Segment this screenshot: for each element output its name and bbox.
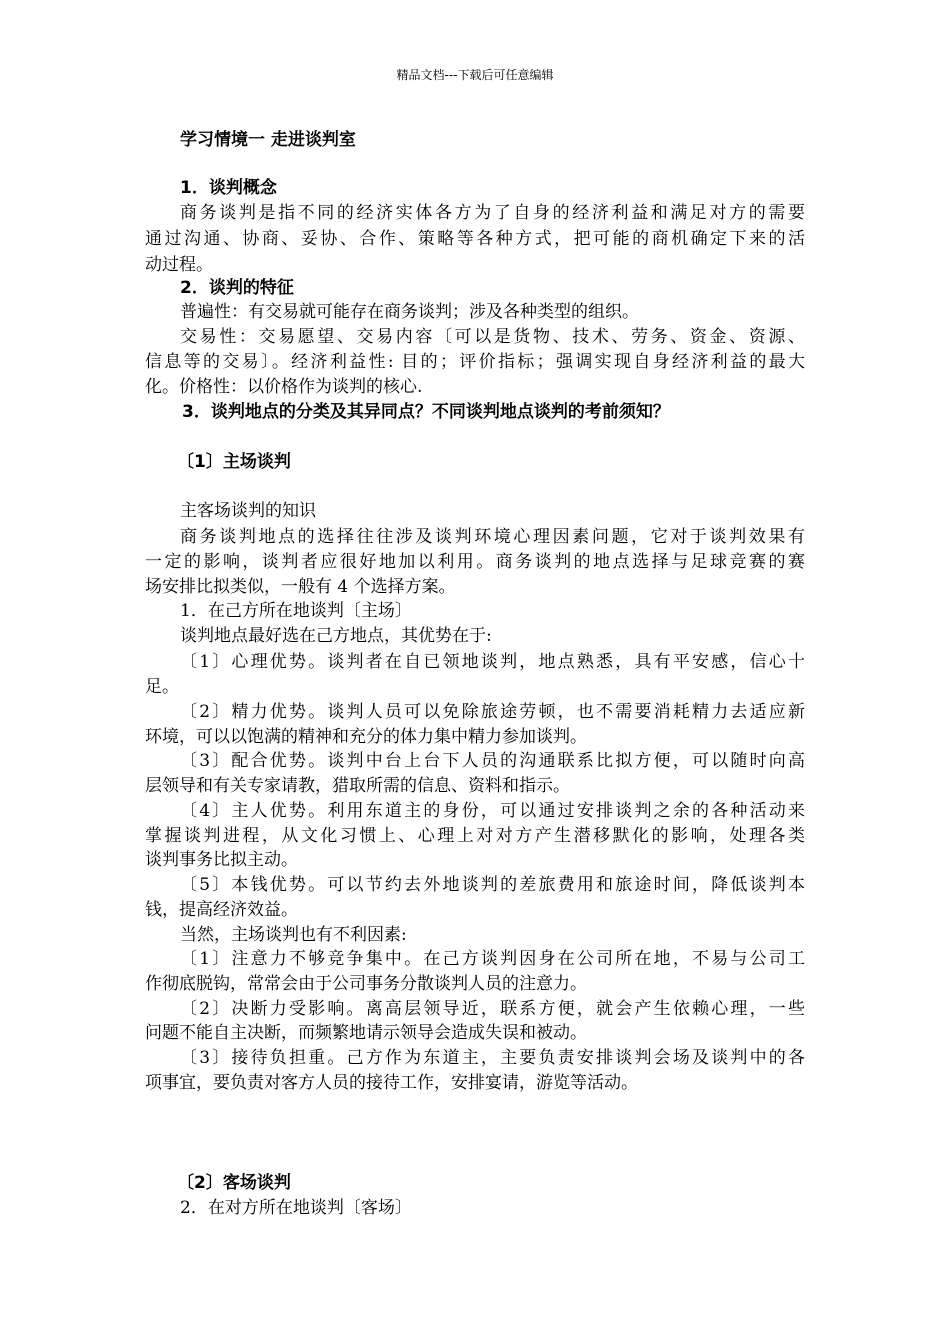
- paragraph-line: 当然，主场谈判也有不利因素:: [180, 925, 407, 945]
- paragraph-line: 谈判事务比拟主动。: [145, 850, 298, 870]
- section-2-heading: 2．谈判的特征: [180, 278, 294, 298]
- paragraph-line: 信息等的交易〕。经济利益性: 目的；评价指标；强调实现自身经济利益的最大: [145, 352, 805, 372]
- paragraph-line: 环境，可以以饱满的精神和充分的体力集中精力参加谈判。: [145, 727, 587, 747]
- list-item-heading: 2．在对方所在地谈判〔客场〕: [180, 1198, 412, 1218]
- paragraph-line: 层领导和有关专家请教，猎取所需的信息、资料和指示。: [145, 776, 570, 796]
- paragraph-line: 〔1〕注意力不够竞争集中。在己方谈判因身在公司所在地，不易与公司工: [180, 949, 805, 969]
- paragraph-line: 〔5〕本钱优势。可以节约去外地谈判的差旅费用和旅途时间，降低谈判本: [180, 875, 805, 895]
- section-1-heading: 1．谈判概念: [180, 178, 277, 198]
- paragraph-line: 钱，提高经济效益。: [145, 900, 298, 920]
- paragraph-line: 项事宜，要负责对客方人员的接待工作，安排宴请，游览等活动。: [145, 1073, 638, 1093]
- home-negotiation-heading: 〔1〕主场谈判: [177, 452, 291, 472]
- paragraph-line: 谈判地点最好选在己方地点，其优势在于:: [180, 626, 492, 646]
- away-negotiation-heading: 〔2〕客场谈判: [177, 1173, 291, 1193]
- paragraph-line: 足。: [145, 677, 179, 697]
- paragraph-line: 〔3〕接待负担重。己方作为东道主，主要负责安排谈判会场及谈判中的各: [180, 1048, 805, 1068]
- section-3-heading: 3．谈判地点的分类及其异同点？不同谈判地点谈判的考前须知？: [182, 402, 670, 422]
- paragraph-line: 普遍性：有交易就可能存在商务谈判；涉及各种类型的组织。: [180, 302, 639, 322]
- paragraph-line: 通过沟通、协商、妥协、合作、策略等各种方式，把可能的商机确定下来的活: [145, 229, 805, 249]
- paragraph-line: 商务谈判地点的选择往往涉及谈判环境心理因素问题，它对于谈判效果有: [180, 527, 805, 547]
- paragraph-line: 作彻底脱钩，常常会由于公司事务分散谈判人员的注意力。: [145, 974, 587, 994]
- paragraph-line: 化。价格性：以价格作为谈判的核心.: [145, 377, 423, 397]
- paragraph-line: 场安排比拟类似，一般有 4 个选择方案。: [145, 577, 456, 597]
- document-title: 学习情境一 走进谈判室: [180, 130, 356, 150]
- page-header: 精品文档---下载后可任意编辑: [396, 68, 554, 82]
- paragraph-line: 〔4〕主人优势。利用东道主的身份，可以通过安排谈判之余的各种活动来: [180, 801, 805, 821]
- paragraph-line: 主客场谈判的知识: [180, 501, 316, 521]
- paragraph-line: 掌握谈判进程，从文化习惯上、心理上对对方产生潜移默化的影响，处理各类: [145, 826, 805, 846]
- paragraph-line: 交易性：交易愿望、交易内容〔可以是货物、技术、劳务、资金、资源、: [180, 327, 805, 347]
- paragraph-line: 〔3〕配合优势。谈判中台上台下人员的沟通联系比拟方便，可以随时向高: [180, 751, 805, 771]
- paragraph-line: 〔2〕精力优势。谈判人员可以免除旅途劳顿，也不需要消耗精力去适应新: [180, 702, 805, 722]
- paragraph-line: 问题不能自主决断，而频繁地请示领导会造成失误和被动。: [145, 1023, 587, 1043]
- paragraph-line: 动过程。: [145, 255, 213, 275]
- list-item-heading: 1．在己方所在地谈判〔主场〕: [180, 601, 412, 621]
- paragraph-line: 一定的影响，谈判者应很好地加以利用。商务谈判的地点选择与足球竞赛的赛: [145, 552, 805, 572]
- paragraph-line: 商务谈判是指不同的经济实体各方为了自身的经济利益和满足对方的需要: [180, 203, 805, 223]
- paragraph-line: 〔2〕决断力受影响。离高层领导近，联系方便，就会产生依赖心理，一些: [180, 999, 805, 1019]
- paragraph-line: 〔1〕心理优势。谈判者在自已领地谈判，地点熟悉，具有平安感，信心十: [180, 652, 805, 672]
